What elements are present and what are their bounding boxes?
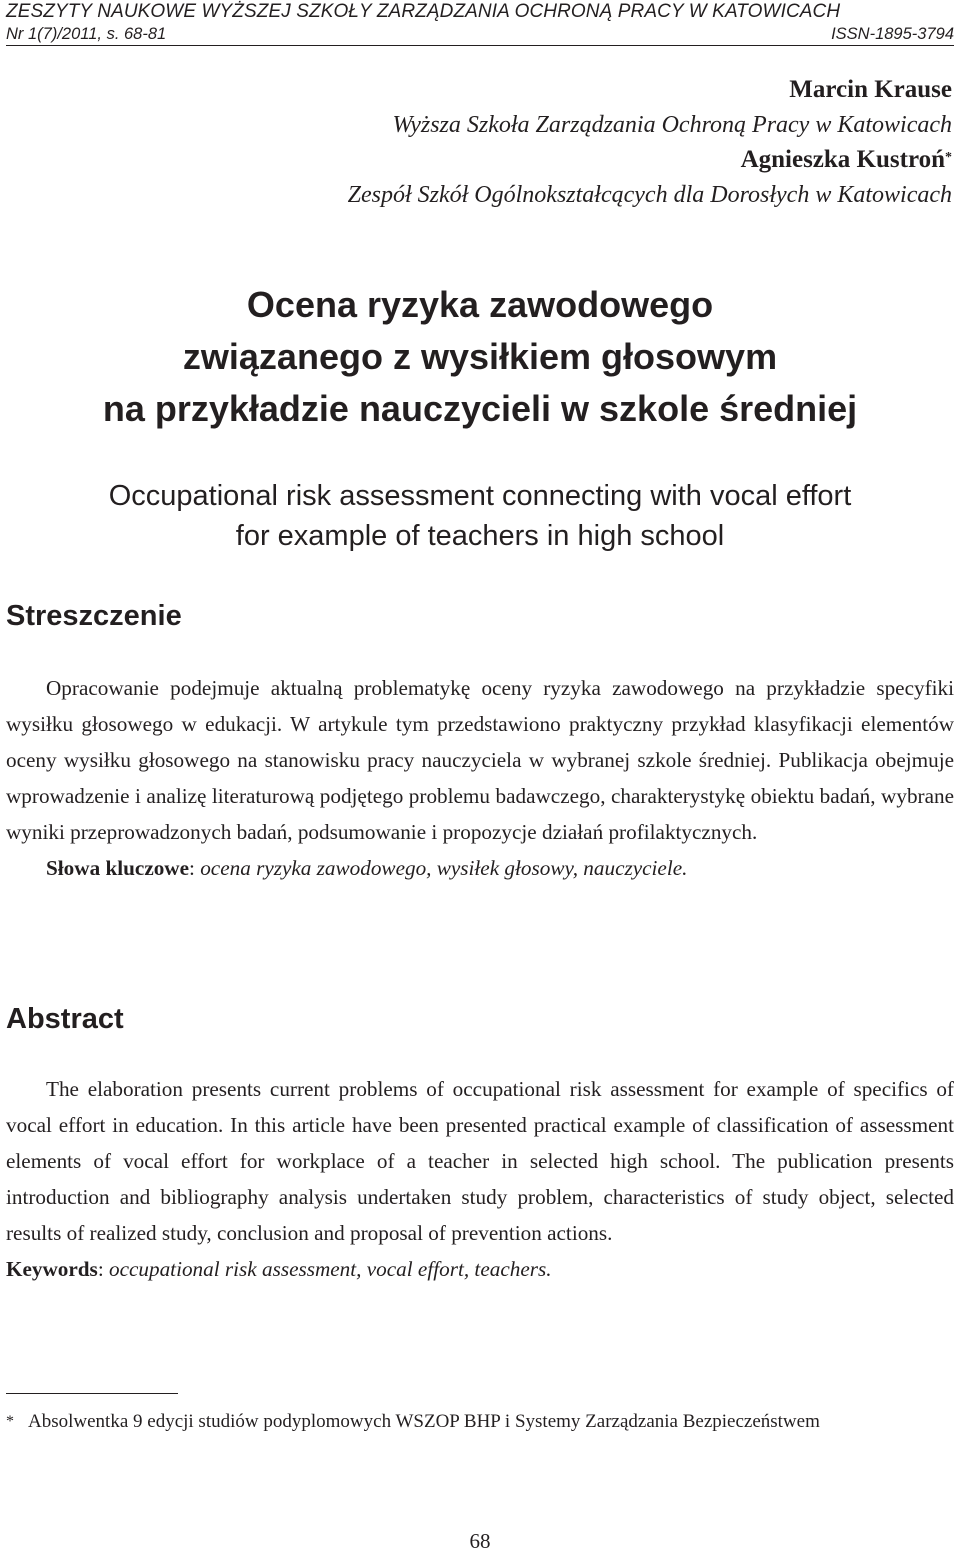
abstract-body <box>6 1071 954 1287</box>
abstract-paragraph: The elaboration presents current problems of occupational risk assessment for example of specifics of vocal effort in education. In this article have been presented practical example of classification of assessment elements of vocal effort for workplace of a teacher in selected high school. The publication presents introduction and bibliography analysis undertaken study problem, characteristics of study object, selected results of realized study, conclusion and proposal of prevention actions. <box>6 1077 954 1245</box>
footnote-mark: * <box>945 150 952 165</box>
issn: ISSN-1895-3794 <box>831 25 954 43</box>
keywords-label: Keywords <box>6 1257 98 1281</box>
footnote-mark: * <box>6 1413 14 1430</box>
keywords-line: Słowa kluczowe: ocena ryzyka zawodowego, wysiłek głosowy, nauczyciele. <box>46 856 688 880</box>
journal-title: ZESZYTY NAUKOWE WYŻSZEJ SZKOŁY ZARZĄDZANIA OCHRONĄ PRACY W KATOWICACH <box>6 1 841 22</box>
footnote-text: Absolwentka 9 edycji studiów podyplomowych WSZOP BHP i Systemy Zarządzania Bezpieczeństwem <box>28 1411 820 1432</box>
title-line: Ocena ryzyka zawodowego <box>246 284 714 325</box>
journal-meta <box>6 24 954 44</box>
article-title-english <box>0 476 960 556</box>
article-title-polish <box>0 279 960 435</box>
streszczenie-body <box>6 670 954 886</box>
author-affiliation: Wyższa Szkoła Zarządzania Ochroną Pracy w Katowicach <box>392 112 952 138</box>
footnote <box>6 1406 954 1437</box>
issue-info: Nr 1(7)/2011, s. 68-81 <box>6 25 167 43</box>
keywords-label: Słowa kluczowe <box>46 856 190 880</box>
title-line: związanego z wysiłkiem głosowym <box>182 336 778 377</box>
page-number: 68 <box>469 1529 491 1553</box>
title-line: na przykładzie nauczycieli w szkole średniej <box>102 388 858 429</box>
title-line: for example of teachers in high school <box>235 520 725 552</box>
keywords-values: ocena ryzyka zawodowego, wysiłek głosowy, nauczyciele. <box>200 856 688 880</box>
authors-block <box>348 72 952 212</box>
author-affiliation: Zespół Szkół Ogólnokształcących dla Dorosłych w Katowicach <box>347 182 952 208</box>
footnote-rule <box>6 1393 178 1394</box>
keywords-line: Keywords: occupational risk assessment, vocal effort, teachers. <box>6 1257 552 1281</box>
author-name: Marcin Krause <box>789 76 952 103</box>
section-heading-streszczenie: Streszczenie <box>6 600 182 632</box>
abstract-paragraph: Opracowanie podejmuje aktualną problematykę oceny ryzyka zawodowego na przykładzie specyfiki wysiłku głosowego w edukacji. W artykule tym przedstawiono praktyczny przykład klasyfikacji elementów oceny wysiłku głosowego na stanowisku pracy nauczyciela w wybranej szkole średniej. Publikacja obejmuje wprowadzenie i analizę literaturową podjętego problemu badawczego, charakterystykę obiektu badań, wybrane wyniki przeprowadzonych badań, podsumowanie i propozycje działań profilaktycznych. <box>6 676 954 844</box>
journal-header <box>6 0 954 44</box>
section-heading-abstract: Abstract <box>6 1003 124 1035</box>
title-line: Occupational risk assessment connecting with vocal effort <box>108 480 852 512</box>
header-rule <box>6 45 954 46</box>
author-name: Agnieszka Kustroń* <box>740 146 952 173</box>
keywords-values: occupational risk assessment, vocal effort, teachers. <box>109 1257 552 1281</box>
